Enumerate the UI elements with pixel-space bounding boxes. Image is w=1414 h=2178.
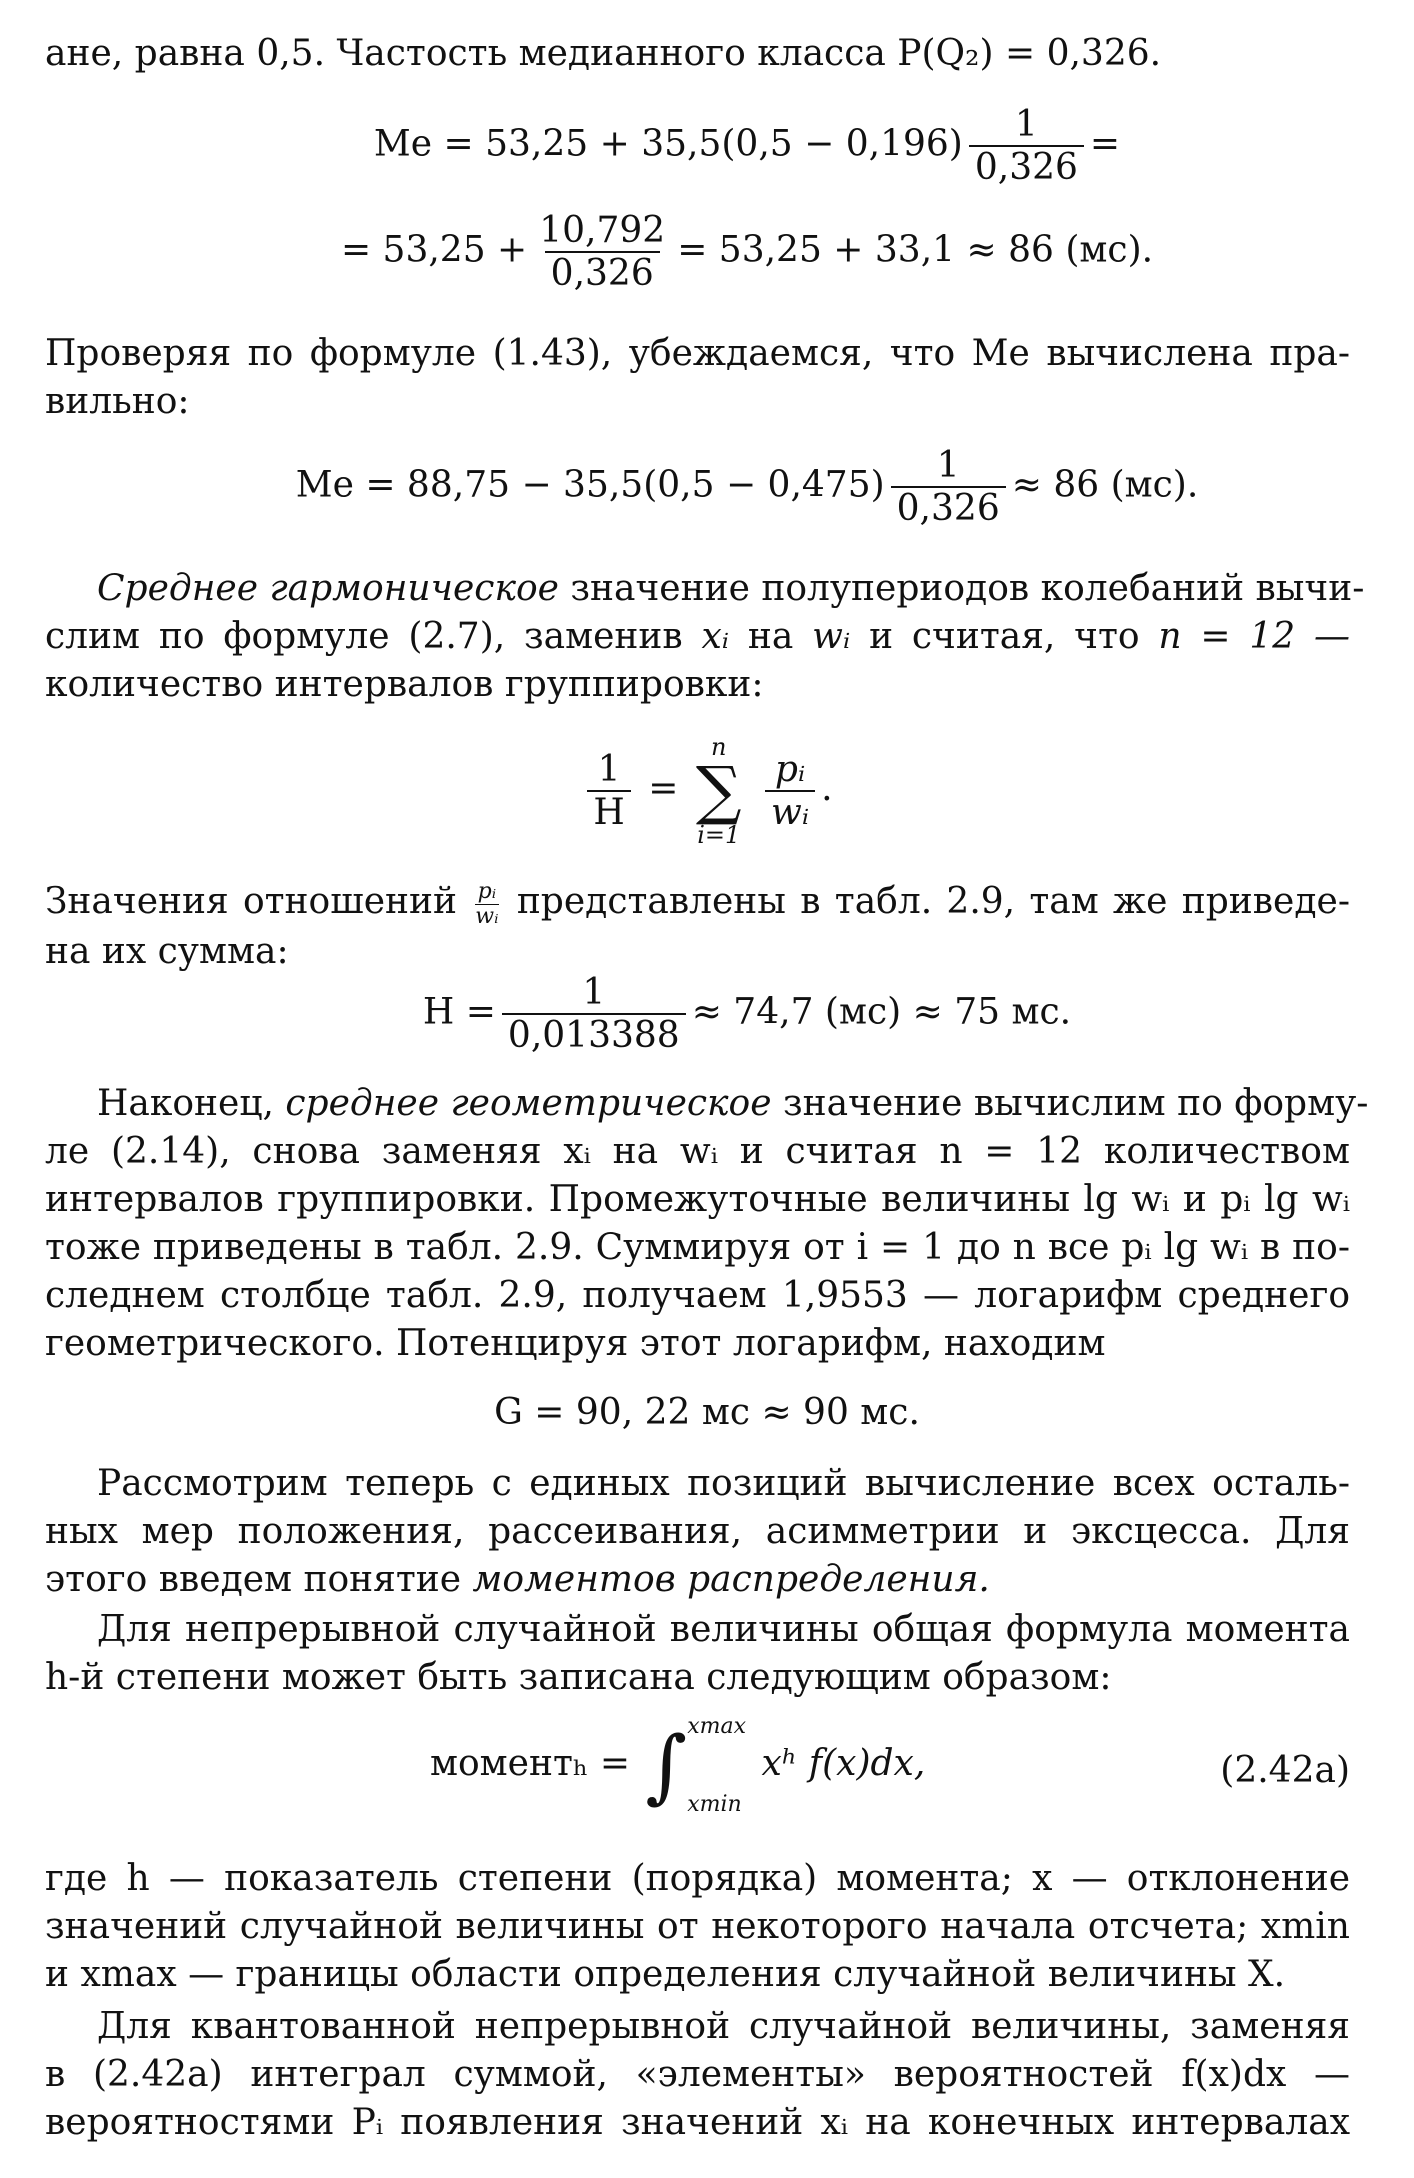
paragraph-continuous: [45, 1606, 1350, 1702]
text-line: ане, равна 0,5. Частость медианного класса P(Q₂) = 0,326.: [45, 33, 1162, 74]
integral-sign: ∫ xmax xmin: [645, 1714, 747, 1817]
text-line: ле (2.14), снова заменяя xᵢ на wᵢ и считая n = 12 количеством: [45, 1131, 1350, 1172]
emphasis-term: Среднее гармоническое: [97, 568, 559, 609]
text-line: тоже приведены в табл. 2.9. Суммируя от i = 1 до n все pᵢ lg wᵢ в по-: [45, 1227, 1350, 1268]
paragraph-verify: [45, 330, 1350, 426]
equation-number: (2.42a): [1220, 1750, 1350, 1791]
text-line: Среднее гармоническое значение полупериодов колебаний вычи-: [97, 568, 1365, 609]
text-line: вероятностями Pᵢ появления значений xᵢ на конечных интервалах: [45, 2102, 1350, 2143]
text-line: Для квантованной непрерывной случайной величины, заменяя: [97, 2006, 1350, 2047]
equation-median-1: Me = 53,25 + 35,5(0,5 − 0,196) $\frac{1}{0,326}$ =: [373, 104, 1121, 189]
text-line: ных мер положения, рассеивания, асимметрии и эксцесса. Для: [45, 1511, 1350, 1552]
paragraph-intro: [45, 30, 1350, 78]
paragraph-ratios: [45, 878, 1350, 976]
emphasis-term: моментов распределения.: [472, 1559, 990, 1600]
paragraph-geometric: [45, 1080, 1369, 1368]
paragraph-harmonic: [45, 565, 1365, 709]
text-line: в (2.42a) интеграл суммой, «элементы» вероятностей f(x)dx —: [45, 2054, 1350, 2095]
text-line: Проверяя по формуле (1.43), убеждаемся, что Me вычислена пра-: [45, 333, 1350, 374]
summation-sign: n ∑ i=1: [695, 733, 742, 849]
emphasis-term: среднее геометрическое: [285, 1083, 772, 1124]
text-line: Наконец, среднее геометрическое значение вычислим по форму-: [97, 1083, 1369, 1124]
equation-median-3: Me = 88,75 − 35,5(0,5 − 0,475) $\frac{1}{0,326}$ ≈ 86 (мс).: [295, 445, 1199, 530]
text-line: где h — показатель степени (порядка) момента; x — отклонение: [45, 1858, 1350, 1899]
text-line: и xmax — границы области определения случайной величины X.: [45, 1954, 1286, 1995]
text-line: Значения отношений $\frac{\text{pᵢ}}{\text{wᵢ}}$ представлены в табл. 2.9, там же приведе-: [45, 879, 1350, 929]
equation-harmonic-sum: $\frac{1}{H}$ = n ∑ i=1 $\frac{\text{pᵢ}}{\text{wᵢ}}$ .: [0, 735, 1414, 847]
equation-harmonic-value: H = $\frac{1}{0,013388}$ ≈ 74,7 (мс) ≈ 75 мс.: [422, 972, 1072, 1057]
text-line: на их сумма:: [45, 930, 289, 972]
text-line: вильно:: [45, 381, 190, 422]
text-line: Рассмотрим теперь с единых позиций вычисление всех осталь-: [97, 1463, 1350, 1504]
text-line: h-й степени может быть записана следующим образом:: [45, 1657, 1112, 1698]
text-line: количество интервалов группировки:: [45, 664, 764, 705]
text-line: интервалов группировки. Промежуточные величины lg wᵢ и pᵢ lg wᵢ: [45, 1179, 1350, 1220]
text-line: этого введем понятие моментов распределения.: [45, 1559, 990, 1600]
text-line: следнем столбце табл. 2.9, получаем 1,9553 — логарифм среднего: [45, 1275, 1350, 1316]
equation-geometric-value: G = 90, 22 мс ≈ 90 мс.: [494, 1392, 920, 1433]
equation-median-2: = 53,25 + $\frac{10,792}{0,326}$ = 53,25 + 33,1 ≈ 86 (мс).: [340, 210, 1154, 295]
text-line: значений случайной величины от некоторого начала отсчета; xmin: [45, 1906, 1350, 1947]
paragraph-moments-intro: [45, 1460, 1350, 1604]
paragraph-where: [45, 1855, 1350, 1999]
text-line: геометрического. Потенцируя этот логарифм, находим: [45, 1323, 1106, 1364]
equation-moment-integral: моментₕ = ∫ xmax xmin xʰ f(x)dx,: [430, 1714, 926, 1817]
paragraph-quantized: [45, 2003, 1350, 2147]
text-line: слим по формуле (2.7), заменив xᵢ на wᵢ и считая, что n = 12 —: [45, 616, 1351, 657]
text-line: Для непрерывной случайной величины общая формула момента: [97, 1609, 1350, 1650]
